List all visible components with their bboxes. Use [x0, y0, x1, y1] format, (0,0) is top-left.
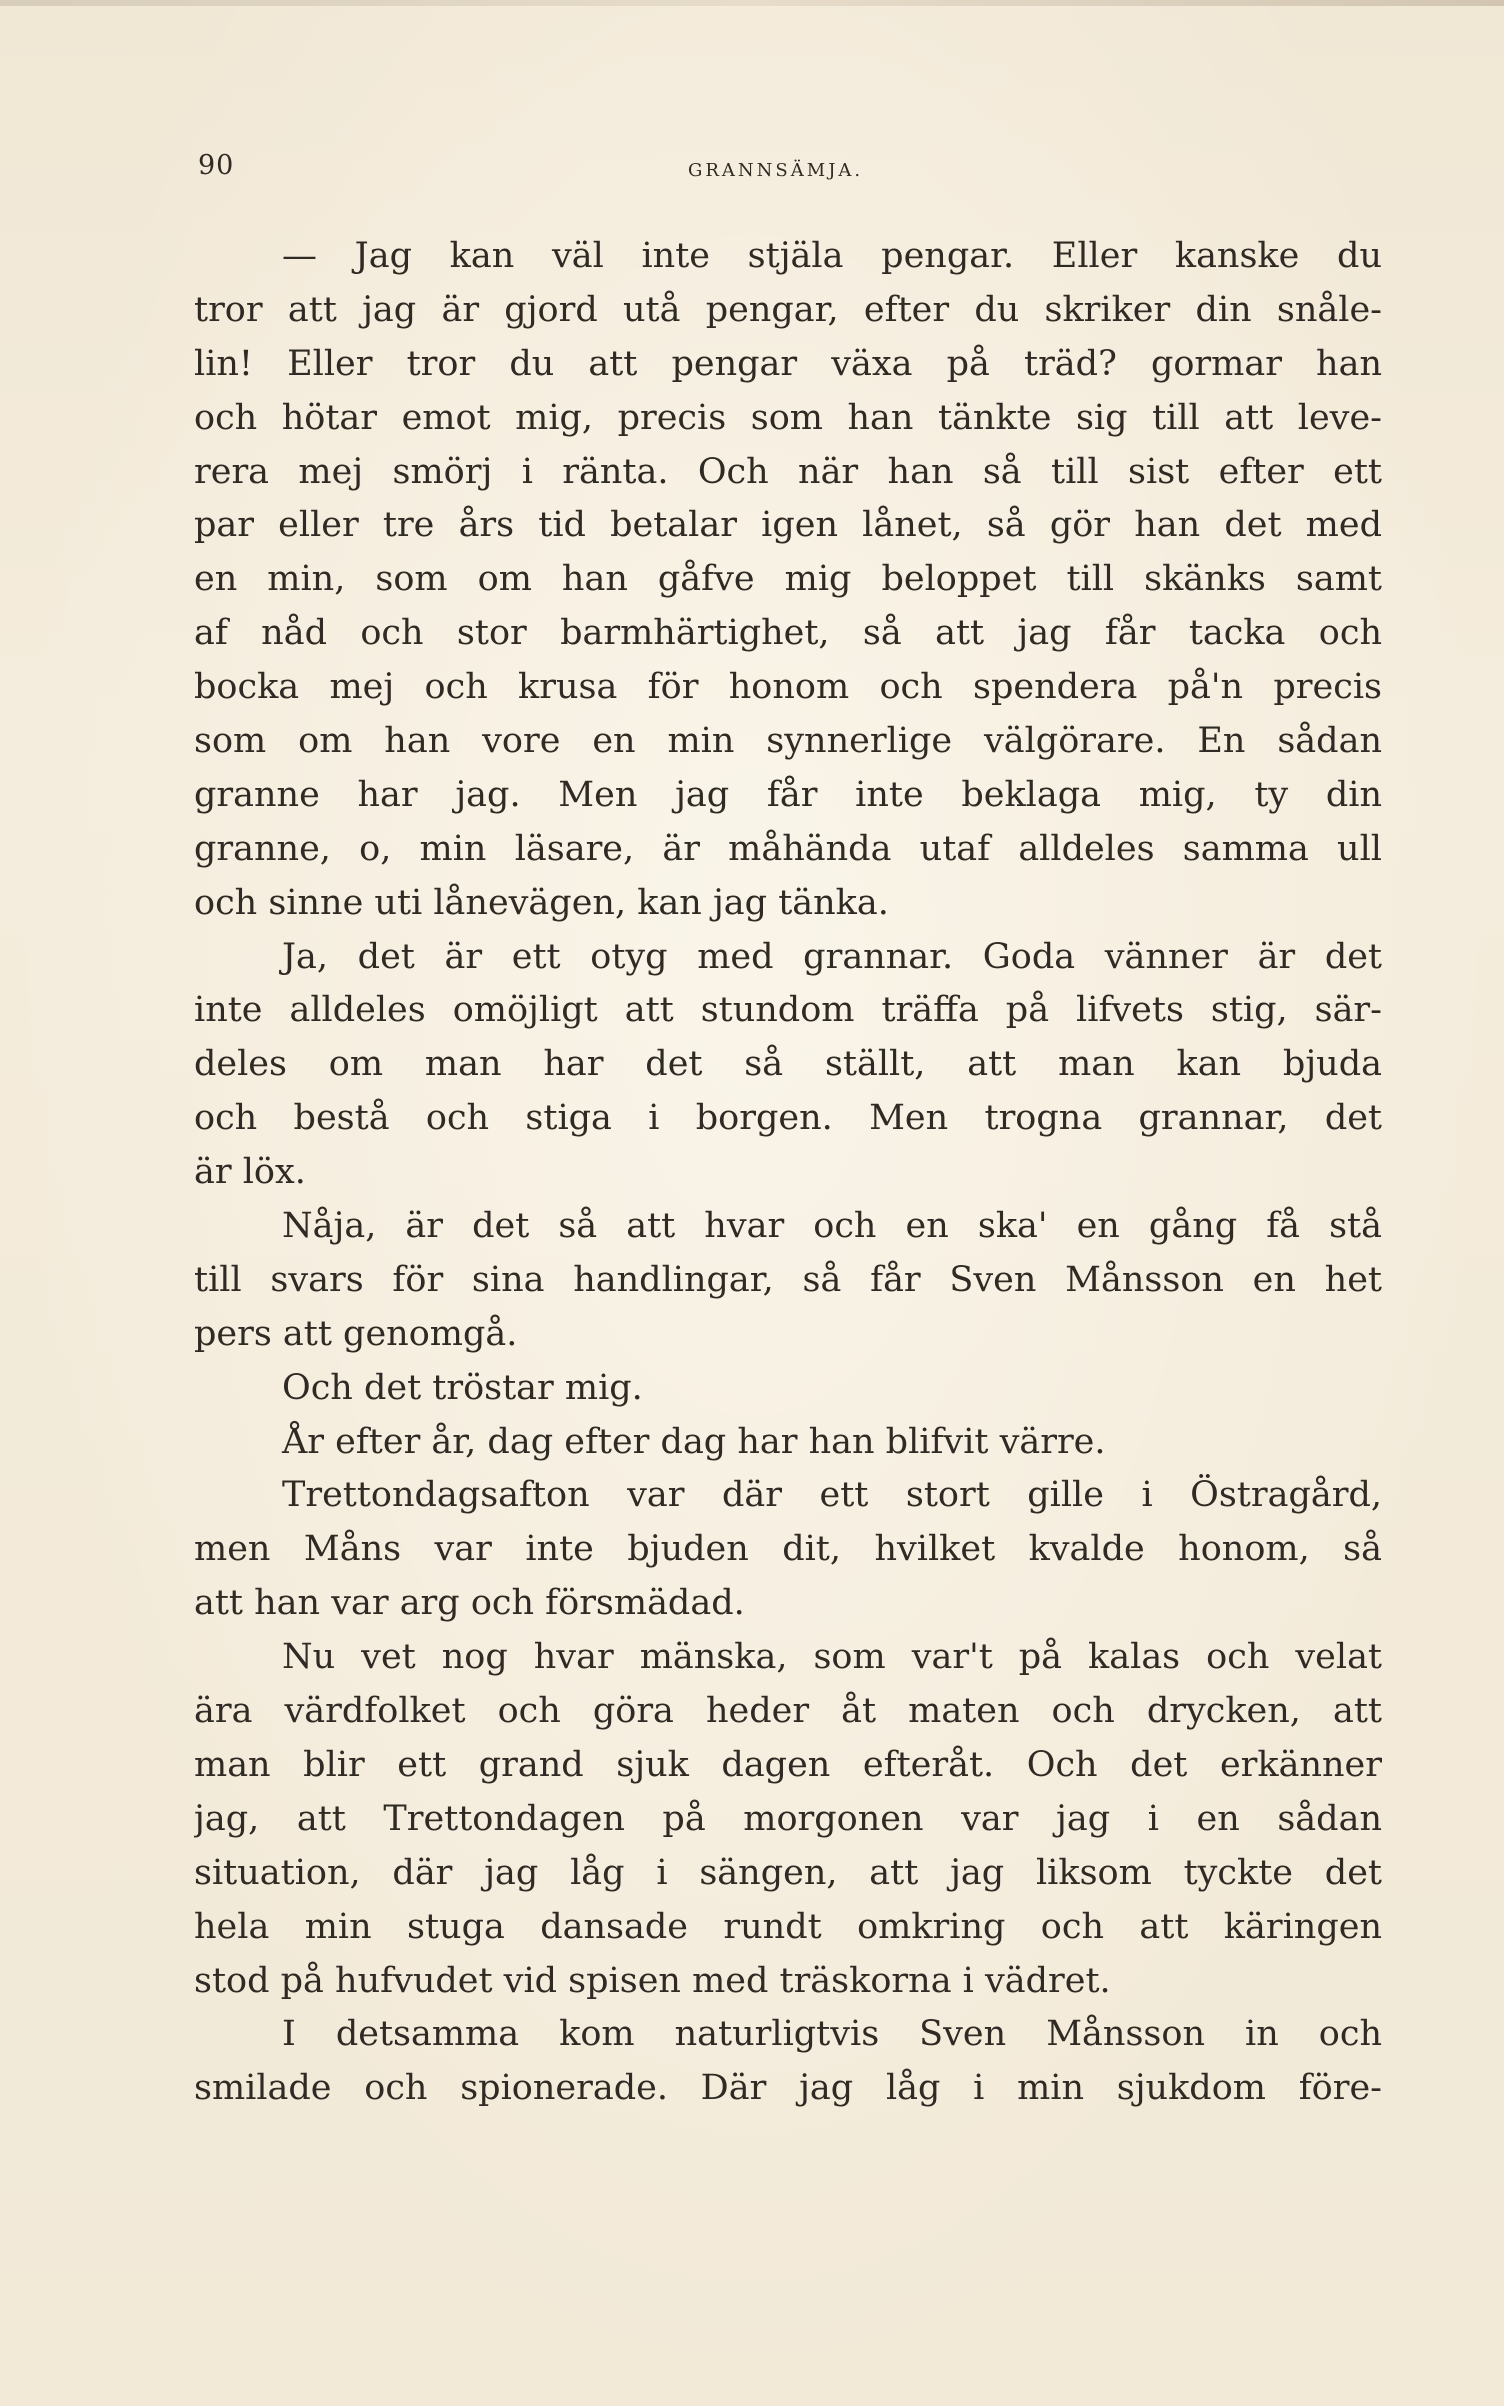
text-line: Ja, det är ett otyg med grannar. Goda vänner är det — [282, 936, 1382, 977]
text-line: År efter år, dag efter dag har han blifvit värre. — [282, 1421, 1106, 1462]
text-line: stod på hufvudet vid spisen med träskorna i vädret. — [194, 1960, 1111, 2001]
text-line: deles om man har det så ställt, att man kan bjuda — [194, 1044, 1382, 1085]
text-line: Nu vet nog hvar mänska, som var't på kalas och velat — [282, 1637, 1382, 1678]
text-line: granne har jag. Men jag får inte beklaga mig, ty din — [194, 774, 1382, 815]
text-line: par eller tre års tid betalar igen lånet, så gör han det med — [194, 505, 1382, 546]
text-line: men Måns var inte bjuden dit, hvilket kvalde honom, så — [194, 1529, 1382, 1570]
text-line: inte alldeles omöjligt att stundom träffa på lifvets stig, sär- — [194, 990, 1382, 1031]
text-line: Nåja, är det så att hvar och en ska' en gång få stå — [282, 1206, 1382, 1247]
page-header — [198, 150, 1378, 190]
text-line: hela min stuga dansade rundt omkring och att käringen — [194, 1906, 1382, 1947]
text-line: rera mej smörj i ränta. Och när han så till sist efter ett — [194, 451, 1382, 492]
text-line: ära värdfolket och göra heder åt maten och drycken, att — [194, 1691, 1382, 1732]
text-line: smilade och spionerade. Där jag låg i min sjukdom före- — [194, 2068, 1382, 2109]
text-line: Trettondagsafton var där ett stort gille i Östragård, — [282, 1475, 1382, 1516]
text-line: I detsamma kom naturligtvis Sven Månsson in och — [282, 2014, 1382, 2055]
running-head: GRANNSÄMJA. — [688, 160, 864, 181]
text-line: man blir ett grand sjuk dagen efteråt. Och det erkänner — [194, 1744, 1382, 1785]
text-line: Och det tröstar mig. — [282, 1367, 643, 1408]
page-number: 90 — [198, 150, 235, 181]
text-line: af nåd och stor barmhärtighet, så att jag får tacka och — [194, 613, 1382, 654]
text-line: och bestå och stiga i borgen. Men trogna grannar, det — [194, 1098, 1382, 1139]
text-line: bocka mej och krusa för honom och spendera på'n precis — [194, 667, 1382, 708]
page-top-edge — [0, 0, 1504, 6]
text-line: till svars för sina handlingar, så får Sven Månsson en het — [194, 1259, 1382, 1300]
text-line: tror att jag är gjord utå pengar, efter du skriker din snåle- — [194, 289, 1382, 330]
text-line: — Jag kan väl inte stjäla pengar. Eller kanske du — [282, 236, 1382, 276]
text-line: situation, där jag låg i sängen, att jag liksom tyckte det — [194, 1852, 1382, 1893]
text-line: är löx. — [194, 1152, 306, 1193]
text-line: som om han vore en min synnerlige välgörare. En sådan — [194, 721, 1382, 762]
text-line: och sinne uti lånevägen, kan jag tänka. — [194, 882, 889, 923]
text-line: en min, som om han gåfve mig beloppet till skänks samt — [194, 559, 1382, 600]
text-line: jag, att Trettondagen på morgonen var jag i en sådan — [194, 1798, 1382, 1839]
text-line: granne, o, min läsare, är måhända utaf alldeles samma ull — [194, 828, 1382, 869]
text-line: pers att genomgå. — [194, 1313, 518, 1354]
text-line: och hötar emot mig, precis som han tänkte sig till att leve- — [194, 397, 1382, 438]
text-line: lin! Eller tror du att pengar växa på träd? gormar han — [194, 343, 1382, 384]
text-line: att han var arg och försmädad. — [194, 1583, 745, 1624]
body-text — [194, 230, 1382, 2116]
